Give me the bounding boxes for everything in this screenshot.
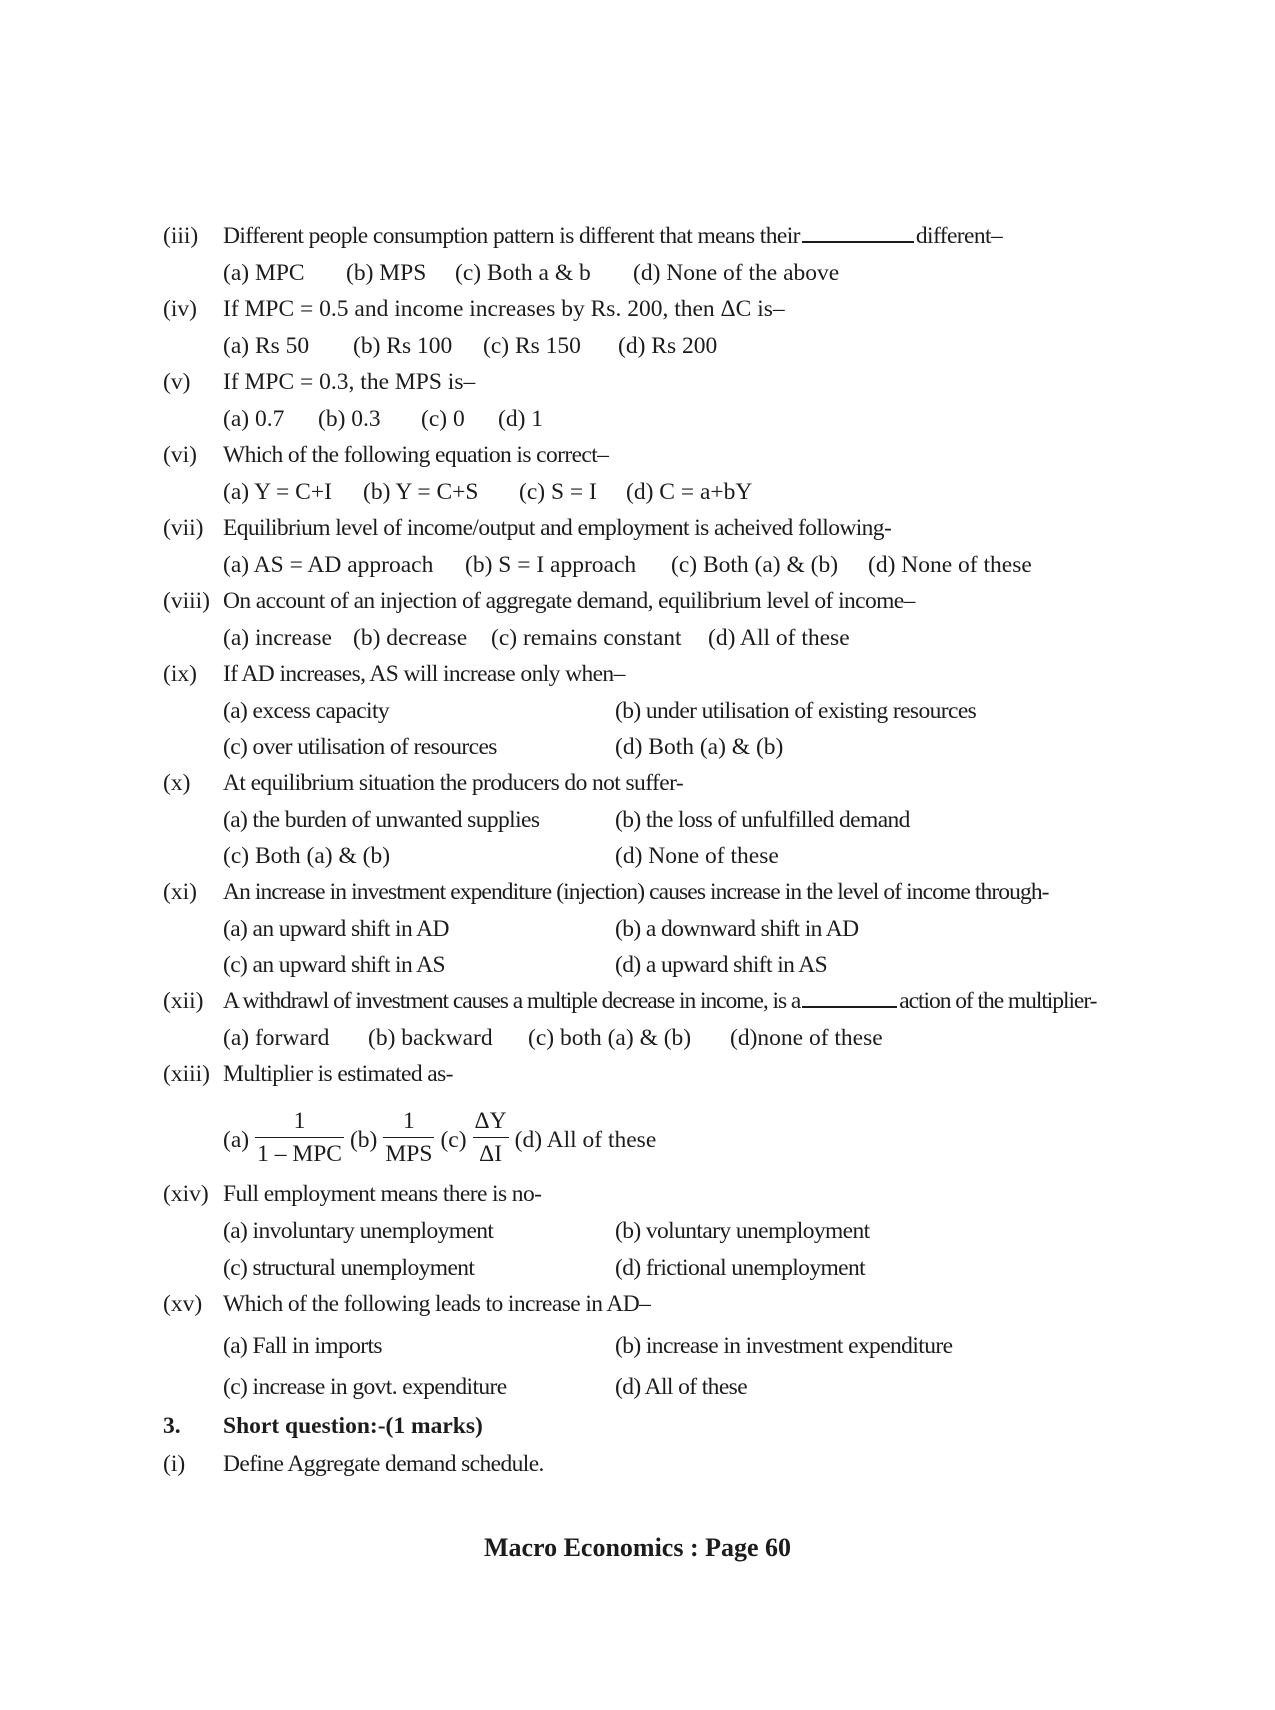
- option-d: (d)none of these: [730, 1025, 883, 1051]
- option-b: (b) Rs 100: [353, 333, 453, 359]
- option-d-label: (d) All of these: [514, 1126, 657, 1153]
- question-text: On account of an injection of aggregate demand, equilibrium level of income–: [223, 588, 915, 614]
- option-a: (a) Y = C+I: [223, 479, 332, 505]
- question-ix: [163, 656, 1163, 692]
- question-text: At equilibrium situation the producers do not suffer-: [223, 770, 684, 796]
- section-number: 3.: [163, 1413, 181, 1439]
- fraction-one-over-mps: $\frac{1}{\text{MPS}}$: [385, 1107, 433, 1167]
- question-number: (iv): [163, 296, 197, 322]
- options-vii: [163, 547, 1163, 583]
- option-c: (c) Rs 150: [483, 333, 581, 359]
- option-c: (c) S = I: [519, 479, 597, 505]
- option-a: (a) Fall in imports: [223, 1333, 382, 1359]
- section-3-heading: [163, 1408, 1163, 1444]
- option-b: (b) under utilisation of existing resources: [615, 698, 977, 724]
- options-ix-row1: [163, 693, 1163, 729]
- option-d: (d) All of these: [708, 625, 850, 651]
- option-a-label: (a): [223, 1126, 250, 1153]
- option-d: (d) Rs 200: [618, 333, 718, 359]
- question-number: (xiv): [163, 1181, 209, 1207]
- question-vii: [163, 510, 1163, 546]
- question-text: If AD increases, AS will increase only when–: [223, 661, 625, 687]
- question-text: Which of the following leads to increase in AD–: [223, 1291, 651, 1317]
- question-number: (xii): [163, 988, 204, 1014]
- options-xiv-row2: [163, 1250, 1163, 1286]
- question-iv: [163, 291, 1163, 327]
- question-text: Equilibrium level of income/output and employment is acheived following-: [223, 515, 892, 541]
- option-d: (d) None of these: [615, 843, 779, 869]
- question-xiii: [163, 1056, 1163, 1092]
- options-xiv-row1: [163, 1213, 1163, 1249]
- question-text: Which of the following equation is correct–: [223, 442, 609, 468]
- question-number: (xv): [163, 1291, 203, 1317]
- option-a: (a) increase: [223, 625, 332, 651]
- option-b: (b) the loss of unfulfilled demand: [615, 807, 910, 833]
- options-xii: [163, 1020, 1163, 1056]
- question-iii: [163, 218, 1163, 254]
- option-a: (a) the burden of unwanted supplies: [223, 807, 540, 833]
- question-number: (i): [163, 1451, 186, 1477]
- multiplier-formula-options: [223, 1105, 656, 1175]
- option-a: (a) Rs 50: [223, 333, 310, 359]
- question-number: (xiii): [163, 1061, 210, 1087]
- option-c: (c) an upward shift in AS: [223, 952, 445, 978]
- option-a: (a) forward: [223, 1025, 330, 1051]
- question-xv: [163, 1286, 1163, 1322]
- options-viii: [163, 620, 1163, 656]
- fraction-delta-y-over-delta-i: $\frac{\Delta Y}{\Delta I}$: [474, 1107, 507, 1167]
- options-xi-row2: [163, 947, 1163, 983]
- section-title: Short question:-(1 marks): [223, 1413, 483, 1439]
- option-c: (c) over utilisation of resources: [223, 734, 497, 760]
- option-b: (b) decrease: [353, 625, 468, 651]
- option-d: (d) a upward shift in AS: [615, 952, 828, 978]
- option-b: (b) MPS: [346, 260, 427, 286]
- option-b: (b) 0.3: [318, 406, 381, 432]
- options-x-row2: [163, 838, 1163, 874]
- option-b: (b) increase in investment expenditure: [615, 1333, 953, 1359]
- option-a: (a) an upward shift in AD: [223, 916, 449, 942]
- question-number: (ix): [163, 661, 197, 687]
- question-viii: [163, 583, 1163, 619]
- question-number: (xi): [163, 879, 197, 905]
- question-text: If MPC = 0.5 and income increases by Rs. 200, then ΔC is–: [223, 296, 785, 322]
- fill-in-blank: [802, 241, 914, 243]
- question-text: Different people consumption pattern is different that means their different–: [223, 223, 1003, 249]
- options-x-row1: [163, 802, 1163, 838]
- options-ix-row2: [163, 729, 1163, 765]
- question-text: A withdrawl of investment causes a multiple decrease in income, is a action of the multiplier-: [223, 988, 1097, 1014]
- fraction-one-over-one-minus-mpc: $\frac{1}{\text{1 – MPC}}$: [257, 1107, 342, 1167]
- question-number: (v): [163, 369, 191, 395]
- question-v: [163, 364, 1163, 400]
- option-c: (c) Both (a) & (b): [223, 843, 391, 869]
- option-a: (a) AS = AD approach: [223, 552, 434, 578]
- question-text: Full employment means there is no-: [223, 1181, 542, 1207]
- question-xii: [163, 983, 1163, 1019]
- options-vi: [163, 474, 1163, 510]
- options-xv-row2: [163, 1369, 1163, 1405]
- option-a: (a) excess capacity: [223, 698, 390, 724]
- option-b: (b) Y = C+S: [363, 479, 479, 505]
- options-iii: [163, 255, 1163, 291]
- option-a: (a) MPC: [223, 260, 305, 286]
- option-d: (d) All of these: [615, 1374, 748, 1400]
- option-b: (b) S = I approach: [465, 552, 637, 578]
- short-question-i: [163, 1446, 1163, 1482]
- options-v: [163, 401, 1163, 437]
- option-d: (d) None of the above: [633, 260, 840, 286]
- option-d: (d) C = a+bY: [626, 479, 753, 505]
- option-a: (a) involuntary unemployment: [223, 1218, 494, 1244]
- question-number: (iii): [163, 223, 199, 249]
- option-d: (d) Both (a) & (b): [615, 734, 784, 760]
- option-b-label: (b): [349, 1126, 378, 1153]
- question-number: (vi): [163, 442, 197, 468]
- option-c: (c) remains constant: [491, 625, 682, 651]
- option-d: (d) frictional unemployment: [615, 1255, 866, 1281]
- options-iv: [163, 328, 1163, 364]
- question-text: Multiplier is estimated as-: [223, 1061, 453, 1087]
- option-c-label: (c): [440, 1126, 467, 1153]
- question-number: (viii): [163, 588, 210, 614]
- option-c: (c) structural unemployment: [223, 1255, 475, 1281]
- option-b: (b) voluntary unemployment: [615, 1218, 870, 1244]
- question-xi: [163, 874, 1163, 910]
- option-a: (a) 0.7: [223, 406, 285, 432]
- question-text: An increase in investment expenditure (injection) causes increase in the level of income through-: [223, 879, 1049, 905]
- question-text: If MPC = 0.3, the MPS is–: [223, 369, 476, 395]
- option-c: (c) 0: [421, 406, 465, 432]
- question-number: (x): [163, 770, 191, 796]
- option-d: (d) 1: [498, 406, 544, 432]
- option-c: (c) both (a) & (b): [528, 1025, 692, 1051]
- question-xiv: [163, 1176, 1163, 1212]
- question-text: Define Aggregate demand schedule.: [223, 1451, 544, 1477]
- option-d: (d) None of these: [868, 552, 1032, 578]
- option-c: (c) Both (a) & (b): [671, 552, 839, 578]
- option-b: (b) backward: [368, 1025, 493, 1051]
- options-xv-row1: [163, 1328, 1163, 1364]
- options-xi-row1: [163, 911, 1163, 947]
- page-footer: Macro Economics : Page 60: [483, 1533, 792, 1562]
- question-number: (vii): [163, 515, 204, 541]
- option-c: (c) Both a & b: [455, 260, 591, 286]
- option-b: (b) a downward shift in AD: [615, 916, 859, 942]
- option-c: (c) increase in govt. expenditure: [223, 1374, 507, 1400]
- fill-in-blank: [802, 1006, 897, 1008]
- question-vi: [163, 437, 1163, 473]
- question-x: [163, 765, 1163, 801]
